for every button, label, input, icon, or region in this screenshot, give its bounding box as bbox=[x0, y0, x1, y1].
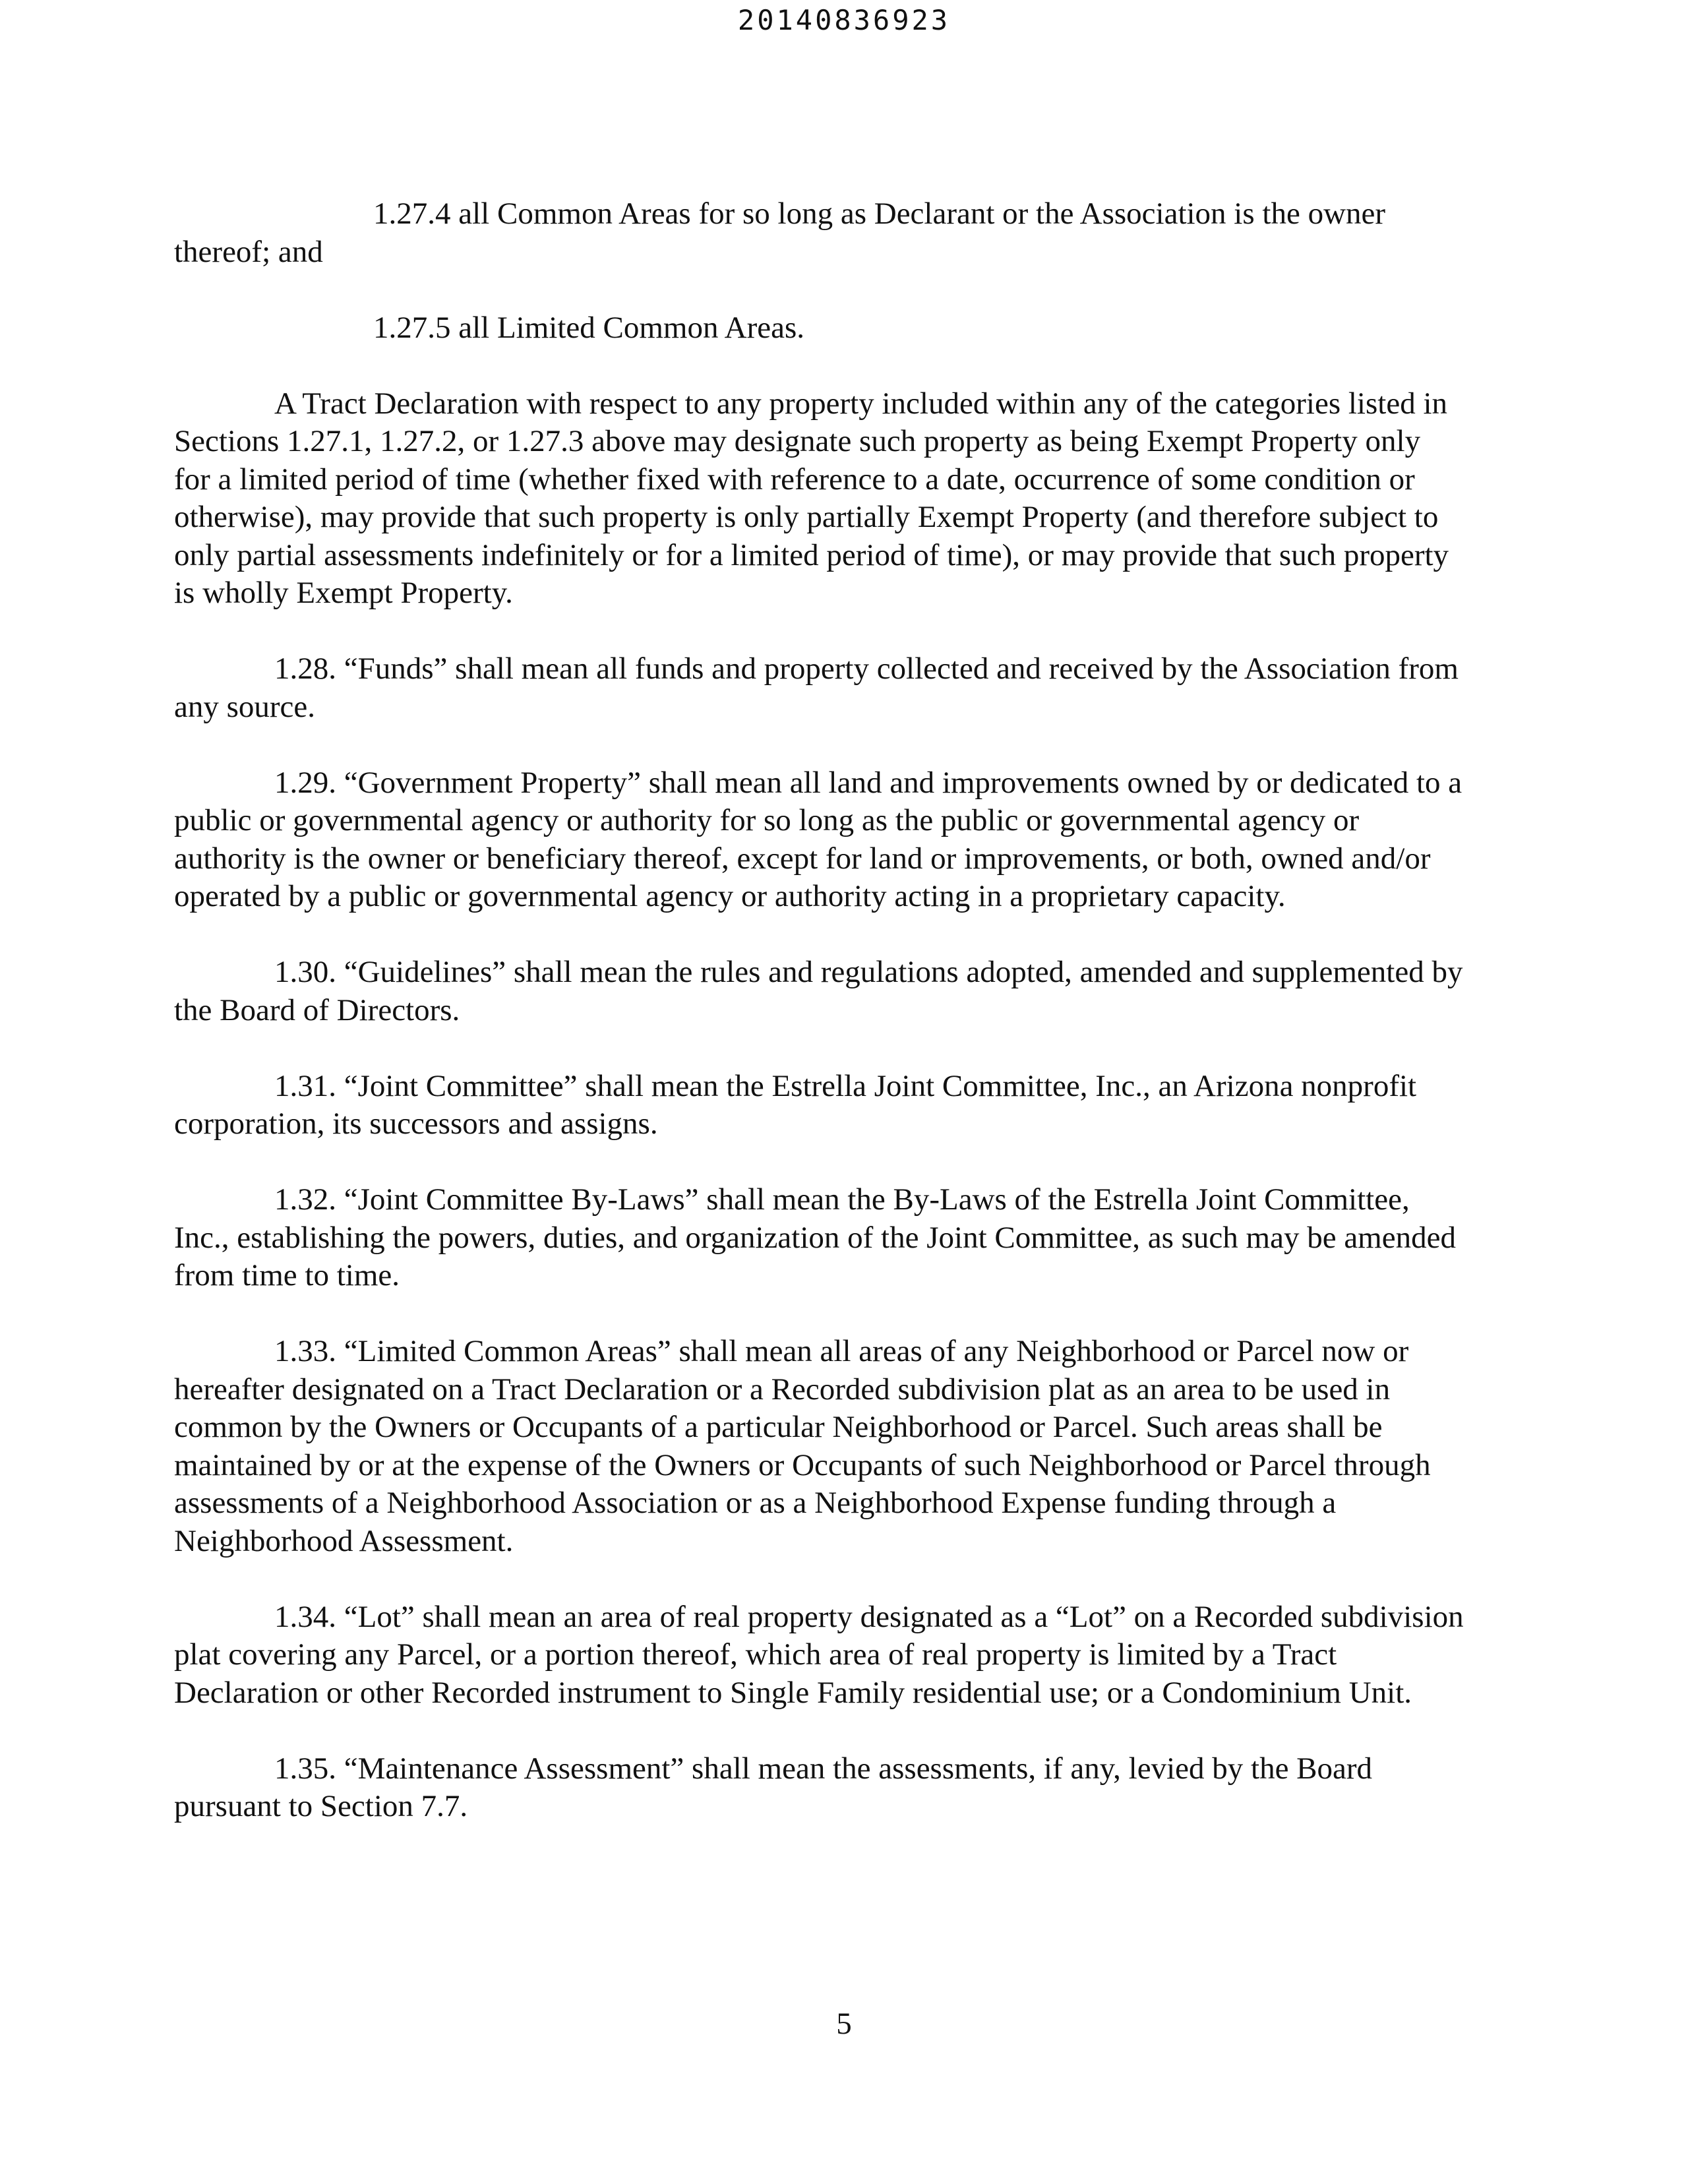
section-1-30: 1.30. “Guidelines” shall mean the rules and regulations adopted, amended and supplemented by the Board of Directors. bbox=[174, 955, 1463, 1027]
section-1-27-5: 1.27.5 all Limited Common Areas. bbox=[373, 310, 805, 345]
recording-number: 20140836923 bbox=[737, 4, 951, 36]
tract-declaration-paragraph: A Tract Declaration with respect to any property included within any of the categories listed in Sections 1.27.1, 1.27.2, or 1.27.3 above may designate such property as being Exempt Property only for a limited period of time (whether fixed with reference to a date, occurrence of some condition or otherwise), may provide that such property is only partially Exempt Property (and therefore subject to only partial assessments indefinitely or for a limited period of time), or may provide that such property is wholly Exempt Property. bbox=[174, 386, 1449, 610]
section-1-28: 1.28. “Funds” shall mean all funds and property collected and received by the Association from any source. bbox=[174, 652, 1459, 724]
section-1-34: 1.34. “Lot” shall mean an area of real property designated as a “Lot” on a Recorded subdivision plat covering any Parcel, or a portion thereof, which area of real property is limited by a Tract Declaration or other Recorded instrument to Single Family residential use; or a Condominium Unit. bbox=[174, 1599, 1464, 1710]
section-1-29: 1.29. “Government Property” shall mean all land and improvements owned by or dedicated to a public or governmental agency or authority for so long as the public or governmental agency or authority is the owner or beneficiary thereof, except for land or improvements, or both, owned and/or operated by a public or governmental agency or authority acting in a proprietary capacity. bbox=[174, 765, 1462, 913]
section-1-33: 1.33. “Limited Common Areas” shall mean all areas of any Neighborhood or Parcel now or hereafter designated on a Tract Declaration or a Recorded subdivision plat as an area to be used in common by the Owners or Occupants of a particular Neighborhood or Parcel. Such areas shall be maintained by or at the expense of the Owners or Occupants of such Neighborhood or Parcel through assessments of a Neighborhood Association or as a Neighborhood Expense funding through a Neighborhood Assessment. bbox=[174, 1334, 1431, 1558]
section-1-35: 1.35. “Maintenance Assessment” shall mean the assessments, if any, levied by the Board pursuant to Section 7.7. bbox=[174, 1751, 1373, 1823]
section-1-32: 1.32. “Joint Committee By-Laws” shall mean the By-Laws of the Estrella Joint Committee, Inc., establishing the powers, duties, and organization of the Joint Committee, as such may be amended from time to time. bbox=[174, 1182, 1456, 1292]
section-1-31: 1.31. “Joint Committee” shall mean the Estrella Joint Committee, Inc., an Arizona nonprofit corporation, its successors and assigns. bbox=[174, 1068, 1417, 1141]
document-body bbox=[174, 195, 1464, 1864]
section-1-27-4: 1.27.4 all Common Areas for so long as Declarant or the Association is the owner thereof; and bbox=[174, 197, 1386, 269]
page-number: 5 bbox=[836, 2007, 852, 2041]
